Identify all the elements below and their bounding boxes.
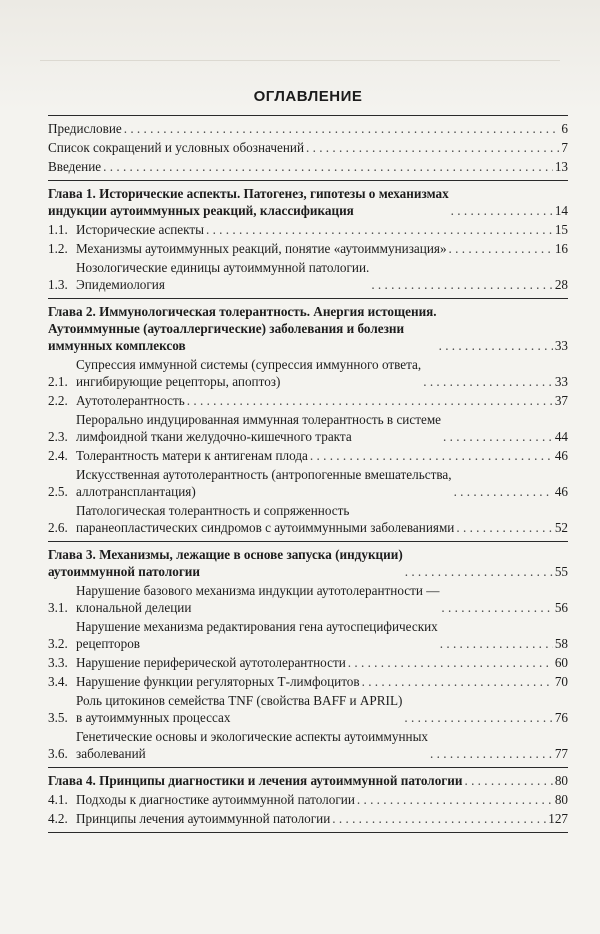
- entry-number: 2.6.: [48, 520, 68, 535]
- table-of-contents: [48, 88, 568, 833]
- leader-dots: [404, 709, 552, 726]
- entry-number: 4.2.: [48, 811, 68, 826]
- chapter-heading[interactable]: [48, 303, 568, 354]
- entry-title: Нозологические единицы аутоиммунной патологии. Эпидемиология: [76, 260, 370, 292]
- leader-dots: [306, 139, 559, 156]
- entry-number: 2.2.: [48, 393, 68, 408]
- toc-entry[interactable]: [48, 259, 568, 293]
- entry-title: Супрессия иммунной системы (супрессия иммунного ответа, ингибирующие рецепторы, апоптоз): [76, 357, 422, 389]
- toc-entry[interactable]: [48, 618, 568, 652]
- page-number: 76: [554, 710, 568, 725]
- page-number: 70: [554, 674, 568, 689]
- entry-number: 2.4.: [48, 448, 68, 463]
- page-number: 33: [554, 374, 568, 389]
- entry-title: Нарушение функции регуляторных Т-лимфоцитов: [76, 674, 360, 689]
- toc-entry[interactable]: [48, 411, 568, 445]
- entry-title: Глава 3. Механизмы, лежащие в основе запуска (индукции) аутоиммунной патологии: [48, 547, 403, 579]
- entry-number: 3.1.: [48, 600, 68, 615]
- page-number: 46: [554, 448, 568, 463]
- toc-entry[interactable]: [48, 158, 568, 175]
- entry-title: Предисловие: [48, 121, 122, 136]
- page-number: 6: [561, 121, 568, 136]
- entry-title: Аутотолерантность: [76, 393, 185, 408]
- entry-title: Механизмы аутоиммунных реакций, понятие «аутоиммунизация»: [76, 241, 447, 256]
- page-number: 58: [554, 636, 568, 651]
- leader-dots: [405, 563, 553, 580]
- toc-entry[interactable]: [48, 392, 568, 409]
- entry-title: Исторические аспекты: [76, 222, 204, 237]
- leader-dots: [449, 240, 553, 257]
- entry-title: Нарушение периферической аутотолерантности: [76, 655, 346, 670]
- entry-number: 3.4.: [48, 674, 68, 689]
- leader-dots: [310, 447, 553, 464]
- entry-title: Генетические основы и экологические аспекты аутоиммунных заболеваний: [76, 729, 429, 761]
- entry-number: 2.1.: [48, 374, 68, 389]
- leader-dots: [441, 599, 552, 616]
- page-number: 33: [554, 338, 568, 353]
- toc-entry[interactable]: [48, 692, 568, 726]
- toc-entry[interactable]: [48, 447, 568, 464]
- leader-dots: [464, 772, 552, 789]
- leader-dots: [451, 202, 553, 219]
- leader-dots: [103, 158, 553, 175]
- entry-number: 3.3.: [48, 655, 68, 670]
- entry-number: 3.5.: [48, 710, 68, 725]
- chapters-list: [48, 181, 568, 833]
- toc-entry[interactable]: [48, 673, 568, 690]
- entry-title: Глава 4. Принципы диагностики и лечения аутоиммунной патологии: [48, 773, 463, 788]
- entry-title: Введение: [48, 159, 102, 174]
- page-number: 37: [554, 393, 568, 408]
- entry-number: 1.1.: [48, 222, 68, 237]
- toc-entry[interactable]: [48, 466, 568, 500]
- entry-number: 2.5.: [48, 484, 68, 499]
- entry-number: 1.3.: [48, 277, 68, 292]
- leader-dots: [357, 791, 553, 808]
- entry-title: Перорально индуцированная иммунная толерантность в системе лимфоидной ткани желудочно-кишечного тракта: [76, 412, 442, 444]
- page-number: 44: [554, 429, 568, 444]
- leader-dots: [443, 428, 553, 445]
- page-number: 80: [554, 792, 568, 807]
- page-number: 13: [554, 159, 568, 174]
- toc-entry[interactable]: [48, 810, 568, 827]
- page-number: 52: [554, 520, 568, 535]
- chapter-section: [48, 768, 568, 833]
- entry-title: Нарушение механизма редактирования гена аутоспецифических рецепторов: [76, 619, 438, 651]
- toc-entry[interactable]: [48, 221, 568, 238]
- leader-dots: [423, 373, 553, 390]
- chapter-section: [48, 299, 568, 542]
- entry-title: Роль цитокинов семейства TNF (свойства BAFF и APRIL) в аутоиммунных процессах: [76, 693, 403, 725]
- leader-dots: [454, 483, 553, 500]
- page-number: 46: [554, 484, 568, 499]
- entry-title: Подходы к диагностике аутоиммунной патологии: [76, 792, 355, 807]
- toc-entry[interactable]: [48, 728, 568, 762]
- toc-entry[interactable]: [48, 582, 568, 616]
- page-title: ОГЛАВЛЕНИЕ: [253, 88, 363, 105]
- entry-number: 2.3.: [48, 429, 68, 444]
- entry-number: 3.6.: [48, 746, 68, 761]
- page-number: 55: [554, 564, 568, 579]
- leader-dots: [456, 519, 552, 536]
- entry-title: Список сокращений и условных обозначений: [48, 140, 304, 155]
- entry-title: Глава 2. Иммунологическая толерантность. Анергия истощения. Аутоиммунные (аутоаллергические) заболевания и болезни иммунных комплексов: [48, 304, 437, 353]
- leader-dots: [332, 810, 546, 827]
- leader-dots: [362, 673, 553, 690]
- toc-entry[interactable]: [48, 240, 568, 257]
- page-number: 16: [554, 241, 568, 256]
- toc-entry[interactable]: [48, 502, 568, 536]
- entry-title: Патологическая толерантность и сопряженность паранеопластических синдромов с аутоиммунными заболеваниями: [76, 503, 455, 535]
- page-number: 77: [554, 746, 568, 761]
- front-matter: [48, 116, 568, 181]
- chapter-heading[interactable]: [48, 185, 568, 219]
- toc-entry[interactable]: [48, 654, 568, 671]
- page-number: 7: [561, 140, 568, 155]
- toc-entry[interactable]: [48, 791, 568, 808]
- page-number: 127: [548, 811, 568, 826]
- entry-number: 1.2.: [48, 241, 68, 256]
- page-number: 60: [554, 655, 568, 670]
- leader-dots: [187, 392, 553, 409]
- entry-title: Глава 1. Исторические аспекты. Патогенез, гипотезы о механизмах индукции аутоиммунных реакций, классификация: [48, 186, 449, 218]
- leader-dots: [371, 276, 553, 293]
- toc-entry[interactable]: [48, 139, 568, 156]
- chapter-section: [48, 181, 568, 299]
- leader-dots: [124, 120, 560, 137]
- entry-title: Принципы лечения аутоиммунной патологии: [76, 811, 331, 826]
- leader-dots: [440, 635, 553, 652]
- entry-title: Нарушение базового механизма индукции аутотолерантности — клональной делеции: [76, 583, 440, 615]
- leader-dots: [430, 745, 553, 762]
- toc-entry[interactable]: [48, 356, 568, 390]
- page-number: 56: [554, 600, 568, 615]
- leader-dots: [348, 654, 553, 671]
- leader-dots: [206, 221, 553, 238]
- page-number: 80: [554, 773, 568, 788]
- entry-number: 3.2.: [48, 636, 68, 651]
- entry-title: Толерантность матери к антигенам плода: [76, 448, 308, 463]
- entry-number: 4.1.: [48, 792, 68, 807]
- entry-title: Искусственная аутотолерантность (антропогенные вмешательства, аллотрансплантация): [76, 467, 452, 499]
- page-number: 15: [554, 222, 568, 237]
- page-number: 14: [554, 203, 568, 218]
- chapter-heading[interactable]: [48, 546, 568, 580]
- page-number: 28: [554, 277, 568, 292]
- leader-dots: [439, 337, 553, 354]
- chapter-section: [48, 542, 568, 768]
- chapter-heading[interactable]: [48, 772, 568, 789]
- toc-entry[interactable]: [48, 120, 568, 137]
